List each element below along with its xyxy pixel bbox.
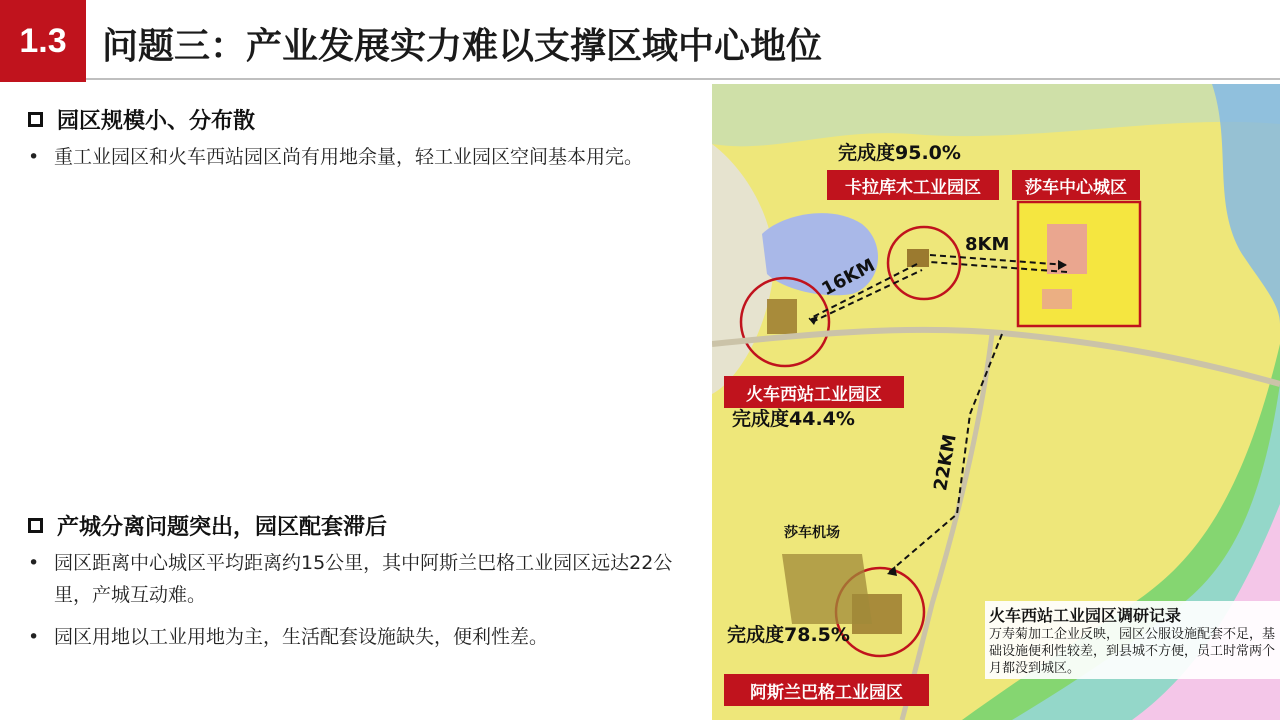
list-item-text: 园区用地以工业用地为主，生活配套设施缺失，便利性差。	[54, 626, 549, 648]
list-item	[28, 141, 704, 173]
section-title-text: 园区规模小、分布散	[57, 109, 256, 134]
header-divider	[86, 78, 1280, 80]
tag-center-city: 莎车中心城区	[1012, 170, 1140, 200]
checkbox-square-icon	[28, 112, 43, 127]
list-item	[28, 621, 704, 653]
bullet-dot-icon: •	[28, 626, 40, 648]
section-title	[28, 510, 704, 541]
checkbox-square-icon	[28, 518, 43, 533]
tag-aslanbag-park: 阿斯兰巴格工业园区	[724, 674, 929, 706]
distance-22km: 22KM	[930, 432, 961, 493]
note-title: 火车西站工业园区调研记录	[989, 606, 1182, 625]
section-scale	[28, 104, 704, 173]
section-title	[28, 104, 704, 135]
survey-note	[985, 601, 1280, 679]
bullet-dot-icon: •	[28, 552, 40, 574]
completion-karaku: 完成度95.0%	[838, 142, 961, 164]
distance-16km: 16KM	[818, 254, 879, 301]
list-item-text: 重工业园区和火车西站园区尚有用地余量，轻工业园区空间基本用完。	[54, 146, 644, 168]
list-item	[28, 547, 704, 611]
completion-south: 完成度78.5%	[727, 624, 850, 646]
bullet-dot-icon: •	[28, 146, 40, 168]
page-title: 问题三：产业发展实力难以支撑区域中心地位	[102, 26, 823, 67]
airport-label: 莎车机场	[784, 525, 840, 541]
section-separation	[28, 510, 704, 653]
note-body: 万寿菊加工企业反映，园区公服设施配套不足，基础设施便利性较差，到县城不方便，员工时常两个月都没到城区。	[989, 627, 1276, 676]
completion-west-station: 完成度44.4%	[732, 408, 855, 430]
tag-karaku-park: 卡拉库木工业园区	[827, 170, 999, 200]
section-number: 1.3	[0, 0, 86, 82]
list-item-text: 园区距离中心城区平均距离约15公里，其中阿斯兰巴格工业园区远达22公里，产城互动难。	[54, 552, 673, 606]
tag-west-station-park: 火车西站工业园区	[724, 376, 904, 408]
section-title-text: 产城分离问题突出，园区配套滞后	[57, 515, 388, 540]
distance-8km: 8KM	[965, 234, 1010, 255]
header	[0, 0, 1280, 82]
